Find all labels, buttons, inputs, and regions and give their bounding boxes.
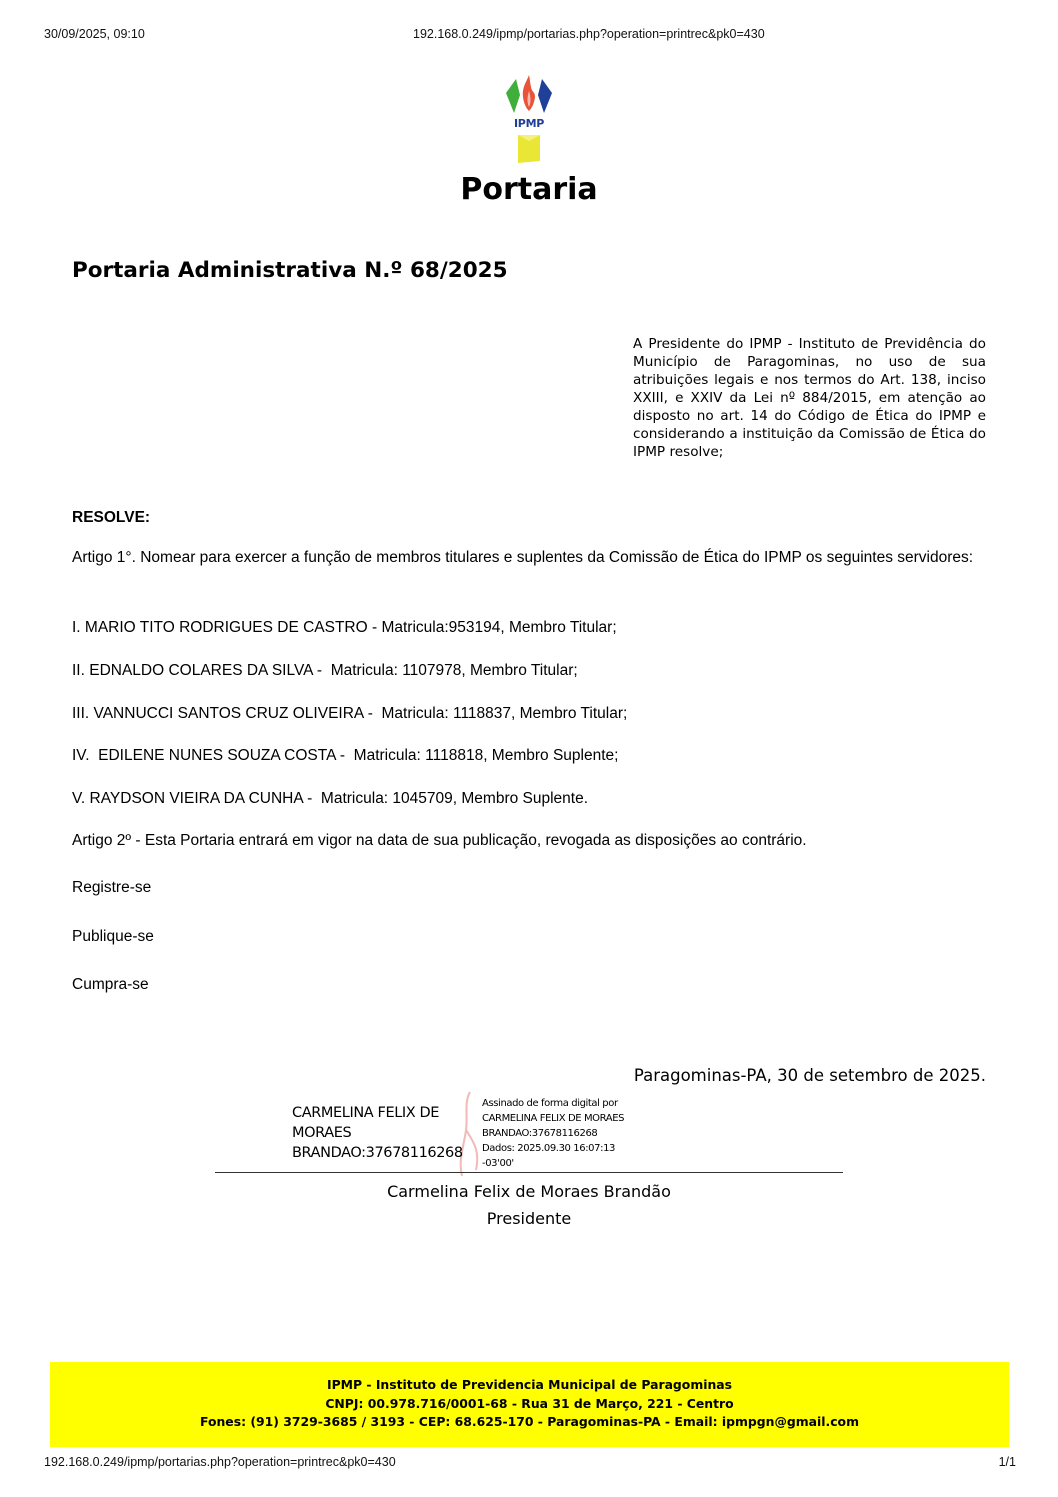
signature-detail-line: Dados: 2025.09.30 16:07:13	[482, 1143, 615, 1154]
signature-name-line: BRANDAO:37678116268	[292, 1145, 463, 1161]
footer-contact: Fones: (91) 3729-3685 / 3193 - CEP: 68.625-170 - Paragominas-PA - Email: ipmpgn@gmail.com	[200, 1414, 859, 1429]
institution-footer	[50, 1362, 1009, 1447]
signature-detail-line: CARMELINA FELIX DE MORAES	[482, 1113, 625, 1124]
signature-detail-line: BRANDAO:37678116268	[482, 1128, 598, 1139]
place-date: Paragominas-PA, 30 de setembro de 2025.	[633, 1066, 986, 1085]
document-title: Portaria	[460, 172, 598, 207]
closing-publique: Publique-se	[72, 928, 154, 945]
print-url: 192.168.0.249/ipmp/portarias.php?operation=printrec&pk0=430	[413, 27, 765, 41]
logo-green-flag	[506, 79, 520, 113]
signature-detail-line: Assinado de forma digital por	[482, 1098, 618, 1109]
member-item: III. VANNUCCI SANTOS CRUZ OLIVEIRA - Matricula: 1118837, Membro Titular;	[72, 705, 628, 722]
artigo-2: Artigo 2º - Esta Portaria entrará em vigor na data de sua publicação, revogada as disposições ao contrário.	[72, 832, 807, 849]
footer-institution-name: IPMP - Instituto de Previdencia Municipal de Paragominas	[326, 1377, 733, 1392]
member-item: IV. EDILENE NUNES SOUZA COSTA - Matricula: 1118818, Membro Suplente;	[72, 747, 619, 764]
ipmp-logo	[500, 73, 558, 165]
signer-name: Carmelina Felix de Moraes Brandão	[387, 1182, 671, 1201]
member-item: II. EDNALDO COLARES DA SILVA - Matricula: 1107978, Membro Titular;	[72, 662, 578, 679]
signature-details	[482, 1096, 624, 1171]
signer-role: Presidente	[486, 1209, 572, 1228]
preamble-text: A Presidente do IPMP - Instituto de Previdência do Município de Paragominas, no uso de sua atribuições legais e nos termos do Art. 138, inciso XXIII, e XXIV da Lei nº 884/2015, em atenção ao disposto no art. 14 do Código de Ética do IPMP e considerando a instituição da Comissão de Ética do IPMP resolve;	[633, 336, 986, 460]
signature-name-line: MORAES	[292, 1125, 352, 1141]
logo-blue-flag	[538, 79, 552, 113]
page-number: 1/1	[998, 1455, 1016, 1469]
closing-registre: Registre-se	[72, 879, 152, 896]
signature-line	[215, 1172, 843, 1173]
closing-cumpra: Cumpra-se	[72, 976, 149, 993]
member-item: I. MARIO TITO RODRIGUES DE CASTRO - Matricula:953194, Membro Titular;	[72, 619, 617, 636]
print-footer-url: 192.168.0.249/ipmp/portarias.php?operation=printrec&pk0=430	[44, 1455, 396, 1469]
resolve-label: RESOLVE:	[72, 509, 151, 526]
member-item: V. RAYDSON VIEIRA DA CUNHA - Matricula: 1045709, Membro Suplente.	[72, 790, 589, 807]
artigo-1: Artigo 1°. Nomear para exercer a função de membros titulares e suplentes da Comissão de Ética do IPMP os seguintes servidores:	[72, 549, 974, 566]
logo-text: IPMP	[514, 117, 544, 130]
signature-name	[292, 1103, 463, 1163]
signature-name-line: CARMELINA FELIX DE	[292, 1105, 440, 1121]
footer-address: CNPJ: 00.978.716/0001-68 - Rua 31 de Março, 221 - Centro	[325, 1395, 734, 1411]
print-timestamp: 30/09/2025, 09:10	[44, 27, 145, 41]
document-subtitle: Portaria Administrativa N.º 68/2025	[72, 258, 508, 283]
signature-detail-line: -03'00'	[482, 1158, 514, 1169]
